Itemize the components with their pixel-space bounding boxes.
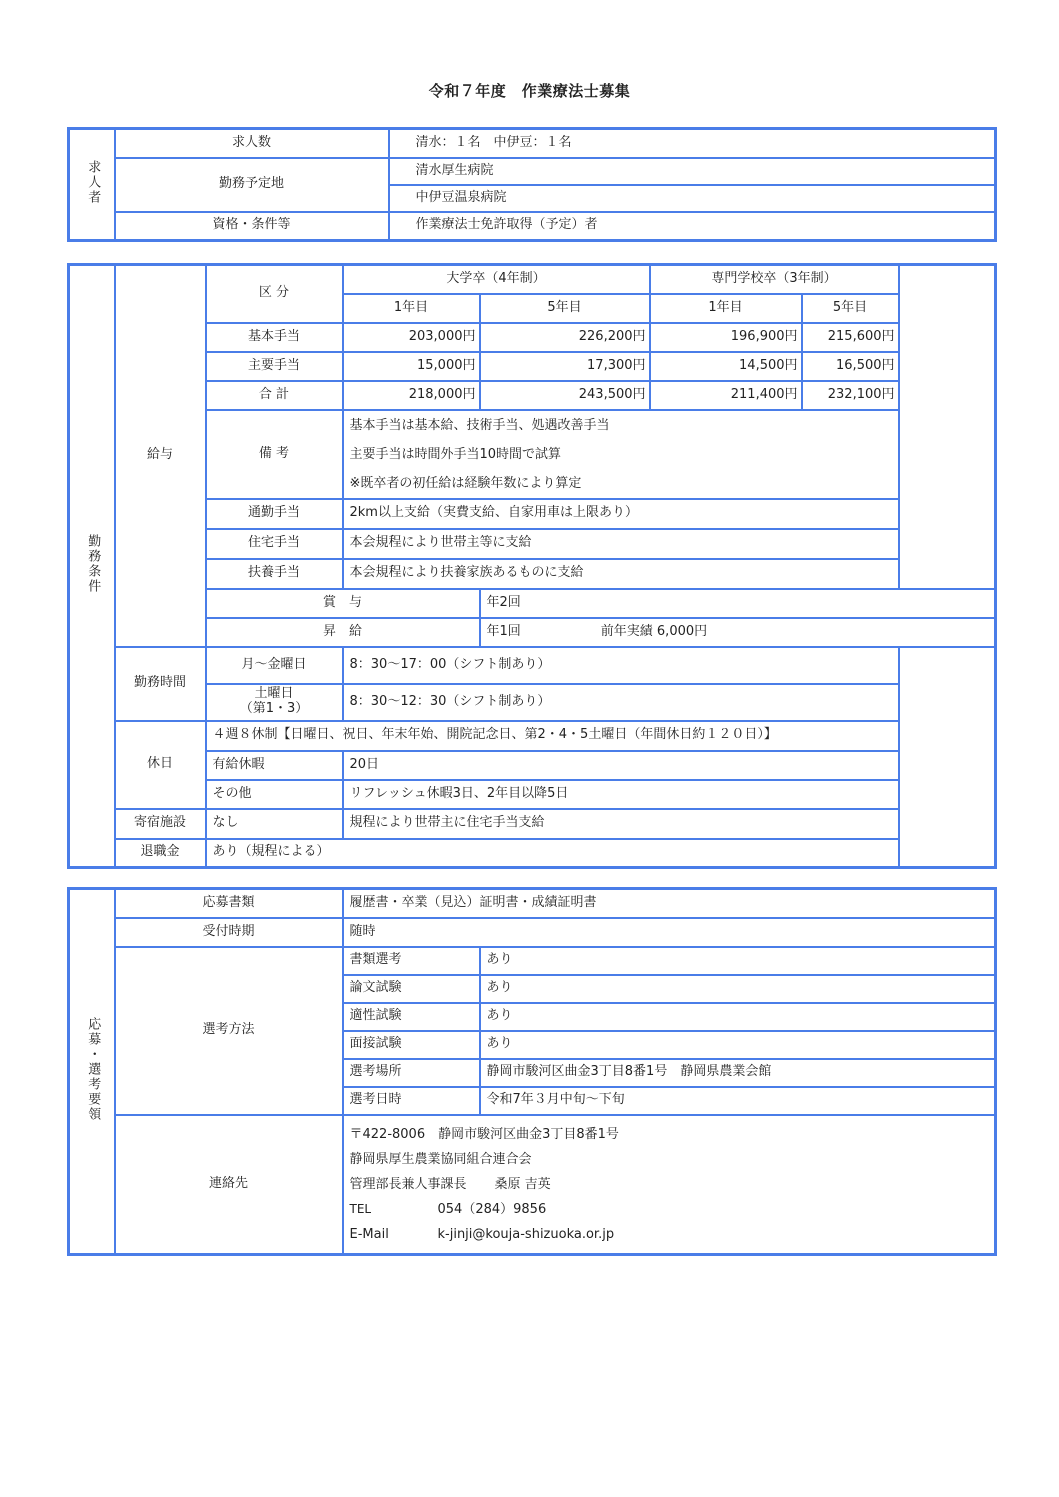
recruiter-side-label: 求人者 (69, 129, 115, 241)
selection-row-label: 選考日時 (343, 1087, 480, 1115)
allowance-value: 本会規程により扶養家族あるものに支給 (343, 559, 899, 589)
application-side-label: 応募・選考要領 (69, 889, 115, 1255)
pay-cell: 203,000円 (343, 323, 480, 352)
selection-label: 選考方法 (115, 947, 343, 1115)
conditions-side-label: 勤務条件 (69, 265, 115, 868)
selection-row-value: あり (480, 975, 996, 1003)
note-line: ※既卒者の初任給は経験年数により算定 (349, 475, 582, 491)
note-line: 主要手当は時間外手当10時間で試算 (349, 446, 562, 462)
holiday-row-value: リフレッシュ休暇3日、2年目以降5日 (343, 780, 899, 809)
selection-row-value: 令和7年３月中旬～下旬 (480, 1087, 996, 1115)
group-header-vocational: 専門学校卒（3年制） (650, 265, 899, 294)
holiday-row-label: 有給休暇 (206, 751, 343, 780)
qualification-value: 作業療法士免許取得（予定）者 (389, 212, 996, 241)
contact-cell (343, 1115, 996, 1255)
salary-label: 給与 (115, 265, 206, 647)
hours-row-value: 8：30～17：00（シフト制あり） (343, 647, 899, 684)
allowance-label: 通勤手当 (206, 499, 343, 529)
selection-row-label: 選考場所 (343, 1059, 480, 1087)
dorm-value: なし (206, 809, 343, 839)
period-value: 随時 (343, 918, 996, 947)
raise-value: 年1回 前年実績 6,000円 (480, 618, 996, 647)
pay-cell: 15,000円 (343, 352, 480, 381)
allowance-value: 本会規程により世帯主等に支給 (343, 529, 899, 559)
openings-label: 求人数 (115, 129, 389, 158)
workplace-value-1: 清水厚生病院 (389, 158, 996, 185)
period-label: 受付時期 (115, 918, 343, 947)
selection-row-value: あり (480, 947, 996, 975)
pay-cell: 226,200円 (480, 323, 650, 352)
group-header-university: 大学卒（4年制） (343, 265, 650, 294)
recruiter-table (67, 127, 997, 242)
pay-row-label: 基本手当 (206, 323, 343, 352)
docs-label: 応募書類 (115, 889, 343, 918)
qualification-label: 資格・条件等 (115, 212, 389, 241)
pay-cell: 14,500円 (650, 352, 802, 381)
hours-row-label: 月～金曜日 (206, 647, 343, 684)
selection-row-label: 書類選考 (343, 947, 480, 975)
allowance-label: 住宅手当 (206, 529, 343, 559)
allowance-label: 扶養手当 (206, 559, 343, 589)
pay-cell: 211,400円 (650, 381, 802, 410)
contact-label: 連絡先 (115, 1115, 343, 1255)
selection-row-value: 静岡市駿河区曲金3丁目8番1号 静岡県農業会館 (480, 1059, 996, 1087)
kubun-header: 区 分 (206, 265, 343, 323)
year-header-2: 5年目 (480, 294, 650, 323)
bonus-value: 年2回 (480, 589, 996, 618)
contact-tel: TEL 054（284）9856 (349, 1201, 547, 1217)
selection-row-value: あり (480, 1031, 996, 1059)
pay-cell: 196,900円 (650, 323, 802, 352)
year-header-4: 5年目 (802, 294, 899, 323)
selection-row-label: 論文試験 (343, 975, 480, 1003)
dorm-note: 規程により世帯主に住宅手当支給 (343, 809, 899, 839)
dorm-label: 寄宿施設 (115, 809, 206, 839)
application-table (67, 887, 997, 1256)
docs-value: 履歴書・卒業（見込）証明書・成績証明書 (343, 889, 996, 918)
notes-label: 備 考 (206, 410, 343, 499)
pay-cell: 232,100円 (802, 381, 899, 410)
pay-cell: 17,300円 (480, 352, 650, 381)
retirement-label: 退職金 (115, 839, 206, 868)
contact-address: 〒422-8006 静岡市駿河区曲金3丁目8番1号 (349, 1126, 619, 1142)
hours-row-value: 8：30～12：30（シフト制あり） (343, 684, 899, 721)
selection-row-label: 面接試験 (343, 1031, 480, 1059)
holiday-row-value: 20日 (343, 751, 899, 780)
selection-row-label: 適性試験 (343, 1003, 480, 1031)
pay-row-label: 主要手当 (206, 352, 343, 381)
hours-label: 勤務時間 (115, 647, 206, 721)
pay-cell: 215,600円 (802, 323, 899, 352)
openings-value: 清水：１名 中伊豆：１名 (389, 129, 996, 158)
contact-org: 静岡県厚生農業協同組合連合会 (349, 1151, 532, 1167)
allowance-value: 2km以上支給（実費支給、自家用車は上限あり） (343, 499, 899, 529)
pay-cell: 16,500円 (802, 352, 899, 381)
pay-row-label: 合 計 (206, 381, 343, 410)
holiday-row-label: その他 (206, 780, 343, 809)
holiday-label: 休日 (115, 721, 206, 809)
pay-cell: 218,000円 (343, 381, 480, 410)
contact-person: 管理部長兼人事課長 桑原 吉英 (349, 1176, 551, 1192)
workplace-label: 勤務予定地 (115, 158, 389, 212)
pay-cell: 243,500円 (480, 381, 650, 410)
selection-row-value: あり (480, 1003, 996, 1031)
raise-label: 昇 給 (206, 618, 480, 647)
notes-cell (343, 410, 899, 499)
year-header-1: 1年目 (343, 294, 480, 323)
page-title: 令和７年度 作業療法士募集 (428, 82, 631, 100)
workplace-value-2: 中伊豆温泉病院 (389, 185, 996, 212)
conditions-table (67, 263, 997, 869)
bonus-label: 賞 与 (206, 589, 480, 618)
retirement-value: あり（規程による） (206, 839, 899, 868)
year-header-3: 1年目 (650, 294, 802, 323)
hours-row-label: 土曜日 （第1・3） (206, 684, 343, 721)
holiday-main: ４週８休制【日曜日、祝日、年末年始、開院記念日、第2・4・5土曜日（年間休日約１２０日）】 (206, 721, 899, 751)
note-line: 基本手当は基本給、技術手当、処遇改善手当 (349, 417, 610, 433)
contact-email[interactable]: E-Mail k-jinji@kouja-shizuoka.or.jp (349, 1226, 615, 1242)
